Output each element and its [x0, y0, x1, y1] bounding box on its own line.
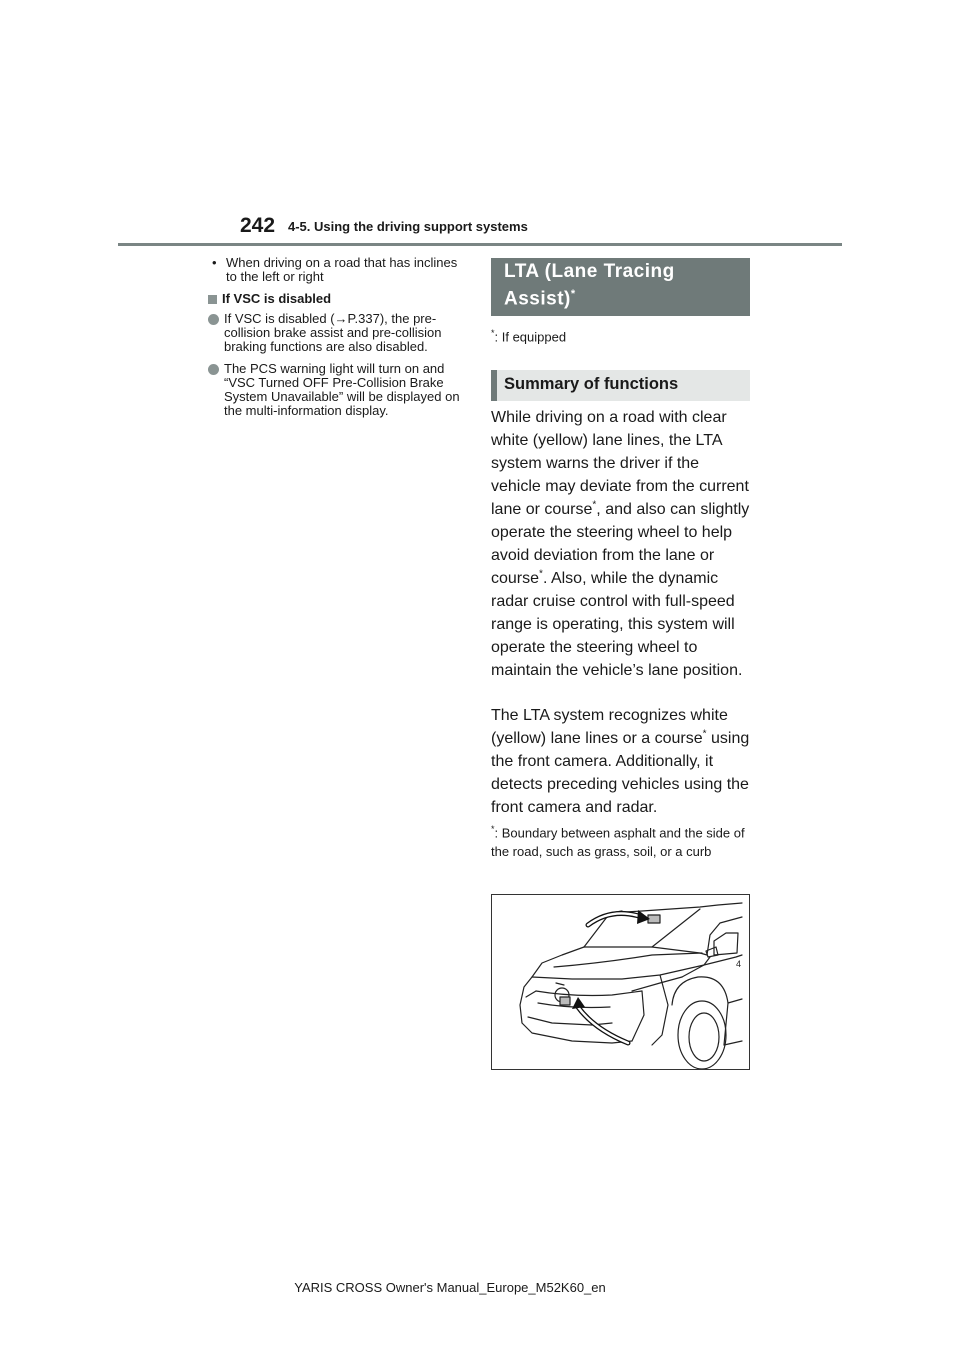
sub-bullet-text: When driving on a road that has inclines to the left or right: [226, 255, 458, 284]
footer-text: [0, 1280, 960, 1295]
para1-text-c: . Also, while the dynamic radar cruise control with full-speed range is operating, this system will operate the steering wheel to maintain the vehicle’s lane position.: [491, 570, 743, 679]
para2-asterisk: *: [702, 728, 707, 740]
bullet-item: [208, 362, 470, 418]
subheading: [208, 292, 470, 306]
lta-title-asterisk: *: [570, 288, 576, 300]
para1-asterisk-2: *: [539, 568, 543, 580]
footer-manual-name: YARIS CROSS Owner's Manual_Europe_M52K60_en: [294, 1280, 606, 1295]
footnote-asterisk: *: [491, 824, 495, 834]
lta-title-line2: [504, 288, 576, 310]
bullet-dot-icon: •: [212, 255, 217, 270]
bullet-item: [208, 312, 470, 354]
footnote: [491, 820, 746, 861]
car-with-camera-and-radar-illustration: [491, 894, 750, 1070]
car-illustration-svg: [492, 895, 749, 1069]
lta-section-banner: [491, 258, 750, 316]
circle-bullet-icon: [208, 364, 219, 375]
circle-bullet-icon: [208, 314, 219, 325]
summary-paragraph-2: [491, 704, 751, 819]
svg-text:4: 4: [736, 959, 742, 969]
equipped-text: : If equipped: [494, 329, 567, 345]
equipped-note: [491, 328, 566, 344]
para2-text-b: using the front camera. Additionally, it detects preceding vehicles using the front camera and radar.: [491, 730, 750, 816]
bullet-text: If VSC is disabled (→P.337), the pre-collision brake assist and pre-collision braking functions are also disabled.: [224, 311, 442, 354]
subheading-text: If VSC is disabled: [222, 291, 332, 306]
bullet-text: The PCS warning light will turn on and “VSC Turned OFF Pre-Collision Brake System Unavailable” will be displayed on the multi-information display.: [224, 361, 460, 418]
para1-text-a: While driving on a road with clear white (yellow) lane lines, the LTA system warns the driver if the vehicle may deviate from the current lane or course: [491, 409, 749, 518]
lta-title-line1: LTA (Lane Tracing: [504, 261, 675, 282]
square-bullet-icon: [208, 295, 217, 304]
heading-accent: [491, 370, 497, 401]
para1-text-b: , and also can slightly operate the steering wheel to help avoid deviation from the lane or course: [491, 501, 750, 587]
para2-text-a: The LTA system recognizes white (yellow) lane lines or a course: [491, 707, 728, 747]
page-number: 242: [240, 214, 276, 237]
header-rule: [118, 243, 842, 246]
left-column: [208, 256, 470, 426]
equipped-asterisk: *: [491, 328, 495, 338]
sub-bullet-item: [208, 256, 470, 284]
section-title: 4-5. Using the driving support systems: [288, 219, 528, 234]
lta-title-line2-text: Assist): [504, 288, 571, 310]
summary-paragraph-1: [491, 406, 751, 682]
footnote-text: : Boundary between asphalt and the side of the road, such as grass, soil, or a curb: [491, 825, 745, 860]
para1-asterisk-1: *: [592, 499, 597, 511]
summary-heading-bar: [491, 370, 750, 401]
summary-heading: Summary of functions: [504, 375, 679, 393]
